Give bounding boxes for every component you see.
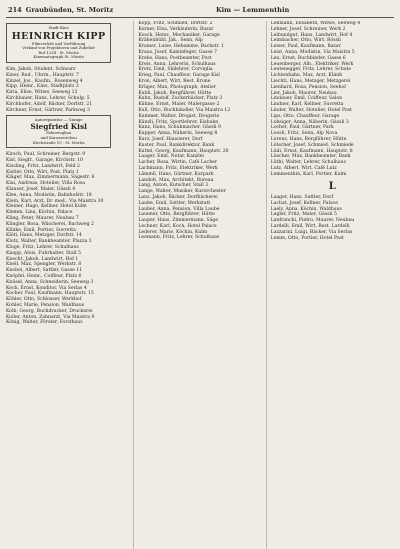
directory-entry: Leist, Anna, Modistin, Via Maistra 5 [270,49,355,55]
directory-entry: Lachat, Josef, Kellner, Palace [270,200,338,206]
directory-entry: Lehmann, Elisabeth, Witwe, Seeweg 4 [270,21,361,26]
directory-entry: Landolt, Max, Architekt, Bureau [138,177,214,183]
directory-entry: Loosli, Fritz, Senn, Alp Nova [270,131,338,137]
directory-entry: Kunz, Hans, Schuhmacher, Gässli 9 [138,125,221,131]
directory-entry: Kirsch, Paul, Schreiner, Bergstr. 9 [6,152,86,158]
directory-entry: Kirchner, Ernst, Gärtner, Parkweg 3 [6,107,90,113]
directory-entry: Kiner, Rud., Uhrm., Hauptstr. 7 [6,72,79,78]
directory-entry: Lüthi, Walter, Lehrer, Schulhaus [270,160,346,166]
directory-entry: Lardelli, Emil, Wirt, Rest. Lardelli [270,224,350,229]
directory-entry: König, Walter, Förster, Forsthaus [6,320,83,326]
directory-entry: Laube, Emil, Sattler, Werkstatt [138,200,211,206]
directory-entry: Knobel, Albert, Sattler, Gasse 11 [6,268,83,274]
ad-line: und Karosseriebau [40,135,77,141]
directory-entry: Kim, Jakob, Student, Schwarz [6,66,76,72]
directory-entry: Klee, Anna, Modistin, Bahnhofstr. 18 [6,192,92,198]
directory-entry: Lauener, Otto, Bergführer, Hütte [138,212,215,218]
directory-entry: Lange, Walter, Musiker, Kurorchester [138,189,226,195]
directory-entry: Kupper, Anna, Näherin, Seeweg 8 [138,131,218,137]
directory-entry: Lacher, Rosa, Wirtin, Café Lacher [138,160,218,166]
directory-entry: Krieg, Paul, Chauffeur, Garage Kisl [138,73,220,79]
directory-entry: Laager, Hans, Sattler, Dorf [270,195,334,201]
directory-entry: Lazzarini, Luigi, Bäcker, Via Serlas [270,229,353,235]
ad-name: Siegfried Kisl [30,122,87,132]
directory-entry: Klinke, Emil, Portier, Suvretta [6,227,76,233]
directory-entry: Lüscher, Max, Bankbeamter, Bank [270,154,351,160]
directory-entry: Kiria, Elise, Witwe, Seeweg 12 [6,90,78,96]
column-2 [138,21,261,549]
directory-entry: Lips, Otto, Chauffeur, Garage [270,113,340,119]
page-number: 214 [8,6,22,14]
directory-entry: Leimbacher, Otto, Wirt, Rössli [270,38,341,44]
directory-entry: Locher, Paul, Gärtner, Park [270,125,334,131]
directory-entry: Kluge, Fritz, Lehrer, Schulhaus [6,244,79,250]
ad-footer: Kirchstraße 10 · St. Moritz [32,139,85,145]
directory-entry: Kreis, Anna, Lehrerin, Schulhaus [138,61,216,67]
directory-entry: Klemm, Lina, Köchin, Palace [6,210,73,216]
column-divider [133,21,134,549]
directory-entry: Klotz, Walter, Bankbeamter, Plazza 3 [6,239,92,245]
directory-entry: Lemmenthin, Karl, Portier, Kulm [270,171,347,177]
directory-entry: Leu, Ernst, Buchbinder, Gasse 6 [270,55,346,61]
section-letter: L [328,181,336,193]
advertisement-kisl [6,115,111,148]
column-divider [266,21,267,549]
directory-entry: Lechner, Karl, Koch, Hotel Palace [138,223,217,229]
directory-entry: Lemm, Otto, Portier, Hotel Post [270,235,344,241]
advertisement-kipp [6,23,111,63]
directory-entry: Kuster, Paul, Bankdirektor, Bank [138,142,215,148]
directory-entry: Kraus, Josef, Kaminfeger, Gasse 7 [138,49,217,55]
directory-entry: Lier, Jakob, Maurer, Neubau [270,90,337,96]
directory-entry: Leiser, Paul, Kaufmann, Bazar [270,44,341,50]
directory-entry: Klein, Karl, Arzt, Dr. med., Via Maistra 30 [6,198,104,204]
directory-entry: Koller, Anton, Zahnarzt, Via Maistra 9 [6,314,95,320]
directory-entry: Klingler, Rosa, Wäscherei, Bachweg 2 [6,221,94,227]
ad-top: Autoreparatur — Garage [34,116,83,122]
directory-entry: Kull, Otto, Buchhändler, Via Maistra 12 [138,107,231,113]
ad-name: HEINRICH KIPP [11,30,106,42]
directory-entry: Lehner, Josef, Schreiner, Werk 2 [270,26,346,32]
ad-line: Verkauf von Projektoren und Zubehör [22,45,96,51]
directory-entry: Lorenz, Hans, Bergführer, Hütte [270,136,347,142]
ad-top: Stadt-Kino [48,25,69,30]
directory-entry: Lämmli, Hans, Gärtner, Kurpark [138,171,214,177]
directory-entry: Kistler, Otto, Wirt, Post, Platz 1 [6,169,79,175]
directory-entry: Kretz, Emil, Skilehrer, Corviglia [138,67,213,73]
directory-entry: Krähenbühl, Jak., Senn, Alp [138,38,203,44]
directory-entry: Kummer, Walter, Drogist, Drogerie [138,113,220,119]
directory-entry: Kron, Albert, Wirt, Rest. Krone [138,78,211,84]
column-3 [271,21,394,549]
directory-entry: Klauser, Josef, Maler, Gässli 4 [6,187,76,192]
directory-entry: Lötscher, Josef, Schmied, Schmiede [270,142,354,148]
directory-entry: Liechti, Hans, Metzger, Metzgerei [270,78,351,84]
directory-entry: Kosch, Heinr., Mechaniker, Garage [138,32,220,38]
directory-entry: Kling, Peter, Maurer, Neubau 7 [6,215,79,221]
ad-footer: Kinematograph St. Moritz [33,54,84,60]
directory-entry: Krebs, Hans, Postbeamter, Post [138,55,212,61]
directory-entry: Kurz, Josef, Hausierer, Dorf [138,136,203,142]
directory-entry: Lindner, Karl, Kellner, Suvretta [270,102,344,108]
center-running-title: Kim — Lemmenthin [215,6,290,14]
directory-entry: Lauper, Hans, Zimmermann, Säge [138,218,219,224]
directory-entry: Lindauer, Emil, Coiffeur, Salon [270,96,343,102]
directory-entry: Kolb, Georg, Buchdrucker, Druckerei [6,308,93,314]
directory-entry: Lutz, Albert, Wirt, Café Lutz [270,165,337,171]
directory-entry: Knüsel, Anna, Schneiderin, Seeweg 3 [6,279,94,285]
directory-entry: Kohler, Marie, Pension, Waldhaus [6,302,85,308]
directory-entry: Kühne, Ernst, Maler, Malergasse 2 [138,102,220,108]
directory-entry: Lachmann, Fritz, Elektriker, Werk [138,165,218,171]
directory-entry: Lederer, Marie, Köchin, Kulm [138,229,208,235]
directory-entry: Lienhard, Rosa, Pension, Seehof [270,84,346,90]
page-header [6,6,394,18]
columns [6,21,394,549]
directory-entry: Kocher, Paul, Kaufmann, Hauptstr. 15 [6,291,94,297]
directory-entry: Klöti, Hans, Metzger, Dorfstr. 14 [6,233,82,239]
directory-entry: Lichtenhahn, Max, Arzt, Klinik [270,73,343,79]
directory-entry: Kinzel, Jos., Kaufm., Rosenweg 4 [6,78,83,84]
directory-entry: Koch, Ernst, Konditor, Via Serlas 4 [6,285,87,291]
directory-entry: Laager, Emil, Notar, Kanzlei [138,154,204,160]
left-running-title: Graubünden, St. Moritz [25,6,114,14]
directory-entry: Knecht, Jakob, Landwirt, Hof 1 [6,256,79,262]
directory-entry: Köhler, Otto, Schlosser, Werkhof [6,297,82,303]
ad-line: Filmverleih und Vorführung [31,40,86,46]
directory-entry: Lanfranchi, Pietro, Maurer, Neubau [270,218,355,224]
directory-entry: Kipp, Heinr., Kino, Stadtplatz 2 [6,84,79,90]
directory-entry: Klai, Andreas, Hotelier, Villa Rosa [6,181,85,187]
directory-entry: Korner, Elsa, Verkäuferin, Bazar [138,26,214,32]
column-1 [6,21,129,549]
directory-entry: Kopp, Fritz, Schmied, Dorfstr. 2 [138,21,213,26]
directory-entry: Krüger, Max, Photograph, Atelier [138,84,216,90]
directory-entry: Kissling, Fritz, Landwirt, Feld 2 [6,163,80,169]
directory-entry: Kramer, Luise, Hebamme, Bachstr. 1 [138,44,224,50]
ad-line: Ruf 1234 · St. Moritz [38,49,79,55]
directory-entry: Linder, Walter, Hotelier, Hotel Post [270,107,352,113]
directory-entry: Lüdi, Ernst, Kaufmann, Hauptstr. 8 [270,148,353,154]
directory-entry: Kleiner, Hugo, Kellner, Hotel Kulm [6,204,87,210]
directory-entry: Knöpfel, Heinr., Coiffeur, Platz 6 [6,273,82,279]
directory-entry: Laely, Anna, Köchin, Waldhaus [270,206,342,212]
directory-entry: Kisl, Siegfr., Garage, Kirchstr. 10 [6,158,83,164]
directory-entry: Kuttel, Georg, Kaufmann, Hauptstr. 20 [138,148,229,154]
directory-entry: Lang, Anton, Kutscher, Stall 3 [138,183,209,189]
directory-entry: Kläger, Max, Zimmermann, Sägestr. 6 [6,175,95,181]
directory-entry: Kubli, Jakob, Bergführer, Hütte [138,90,212,96]
directory-entry: Lobsiger, Anna, Näherin, Gässli 3 [270,119,349,125]
directory-entry: Künzli, Fritz, Sportlehrer, Eisbahn [138,119,219,125]
directory-entry: Kirchbauer, Hans, Lehrer, Schulg. 5 [6,95,90,101]
directory-entry: Knapp, Alois, Fuhrhalter, Stall 5 [6,250,81,256]
directory-entry: Leemann, Fritz, Lehrer, Schulhaus [138,235,220,241]
directory-entry: Lagler, Fritz, Maler, Gässli 5 [270,212,337,218]
directory-entry: Lauber, Anna, Pension, Villa Laube [138,206,220,212]
directory-entry: Knell, Max, Spengler, Werkstr. 8 [6,262,82,268]
directory-entry: Leutenegger, Fritz, Lehrer, Schule [270,67,351,73]
directory-entry: Leibundgut, Hans, Landwirt, Hof 4 [270,32,353,38]
directory-entry: Kirchhofer, Adolf, Bäcker, Dorfstr. 21 [6,101,93,107]
ad-line: Fahrzeugbau [46,130,72,136]
directory-entry: Lanz, Jakob, Bäcker, Dorfbäckerei [138,194,218,200]
directory-entry: Kuhn, Rudolf, Zuckerbäcker, Platz 3 [138,96,223,102]
directory-entry: Leuenberger, Alb., Elektriker, Werk [270,61,354,67]
